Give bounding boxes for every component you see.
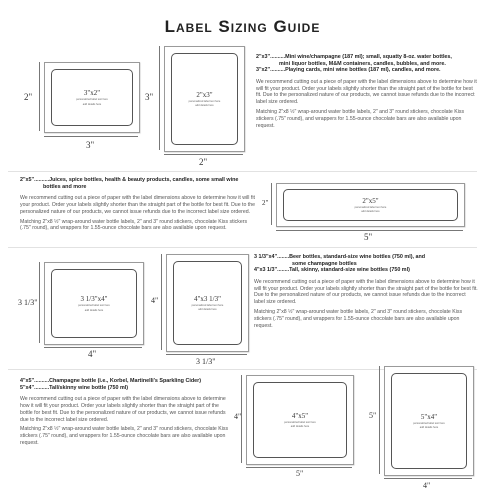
section-heading: 2"x3"..........Mini wine/champagne (187 ml); small, squatty 8-oz. water bottles, xyxy=(256,54,452,60)
matching-paragraph: Matching 2"x8 ½" wrap-around water bottle labels, 2" and 3" round stickers, chocolate Kiss stickers (.75" round), and wrappers for 1.55-ounce chocolate bars are also available upon request. xyxy=(256,108,465,129)
section-text xyxy=(20,177,255,235)
matching-paragraph: Matching 2"x8 ½" wrap-around water bottle labels, 2" and 3" round stickers, chocolate Kiss stickers (.75" round), and wrappers for 1.55-ounce chocolate bars are also available upon request. xyxy=(20,426,229,446)
section-heading-cont: some champagne bottles xyxy=(292,260,357,267)
label-tagline: personalized label text here xyxy=(191,303,224,307)
dimension-width: 3" xyxy=(86,140,95,150)
dimension-height: 3 1/3" xyxy=(18,298,38,307)
label-tagline: personalized label text here xyxy=(354,205,387,209)
label-card-2x5 xyxy=(276,183,465,227)
recommend-paragraph: We recommend cutting out a piece of paper with the label dimensions above to determine how it will fit your product. Order your labels slightly shorter than the straight part of the bottle for best fit. Due to the personalized nature of our products, we cannot issue refunds due to the incorrect label size ordered. xyxy=(254,278,478,306)
dimension-width: 3 1/3" xyxy=(196,357,216,366)
dimension-height: 4" xyxy=(234,412,242,421)
label-tagline-2: add details here xyxy=(195,104,214,107)
label-tagline-2: add details here xyxy=(84,308,104,312)
label-tagline: personalized label text here xyxy=(284,420,316,424)
section-text xyxy=(20,378,232,450)
dimension-line-height xyxy=(271,183,272,225)
dimension-width: 5" xyxy=(364,232,373,242)
dimension-height: 2" xyxy=(262,199,269,207)
dimension-height: 3" xyxy=(145,92,154,102)
label-size: 3"x2" xyxy=(83,89,101,98)
label-tagline-2: add details here xyxy=(361,210,380,213)
dimension-line-width xyxy=(276,230,463,231)
dimension-width: 2" xyxy=(199,157,208,167)
section-heading: 4"x5"..........Champagne bottle (i.e., Korbel, Martinelli's Sparkling Cider) xyxy=(20,378,202,384)
recommend-paragraph: We recommend cutting out a piece of paper with the label dimensions above to determine how it will fit your product. Order your labels slightly shorter than the straight part of the bottle for best fit. Due to the personalized nature of our products, we cannot issue refunds due to the incorrect label size ordered. xyxy=(20,396,226,423)
page-title: Label Sizing Guide xyxy=(164,17,321,36)
label-size: 4"x5" xyxy=(291,411,309,420)
dimension-line-width xyxy=(384,478,472,479)
label-tagline-2: add details here xyxy=(290,425,310,428)
label-card-4x3-1-3 xyxy=(166,254,249,352)
section-heading-2: 3"x2"..........Playing cards, mini wine bottles (187 ml), candles, and more. xyxy=(256,67,441,74)
label-tagline: personalized label text here xyxy=(188,99,221,103)
dimension-line-width xyxy=(44,347,142,348)
section-text xyxy=(254,254,478,332)
recommend-paragraph: We recommend cutting out a piece of paper with the label dimensions above to determine how it will fit your product. Order your labels slightly shorter than the straight part of the bottle for best fit. Due to the personalized nature of our products, we cannot issue refunds due to the incorrect label size ordered. xyxy=(20,195,256,215)
dimension-width: 5" xyxy=(296,469,304,478)
label-card-5x4 xyxy=(384,366,474,476)
label-card-2x3 xyxy=(164,46,245,152)
dimension-line-height xyxy=(39,262,40,343)
section-heading-cont: bottles and more xyxy=(43,183,87,190)
label-tagline-2: add details here xyxy=(419,426,439,429)
label-tagline: personalized label text here xyxy=(413,421,445,425)
dimension-height: 2" xyxy=(24,92,33,102)
dimension-line-height xyxy=(39,62,40,131)
section-divider xyxy=(8,171,477,172)
section-divider xyxy=(8,247,477,248)
dimension-line-height xyxy=(159,46,160,150)
label-tagline: personalized label text here xyxy=(76,98,108,102)
dimension-width: 4" xyxy=(423,481,431,490)
section-heading-2: 4"x3 1/3"........Tall, skinny, standard-size wine bottles (750 ml) xyxy=(254,267,410,274)
label-size: 5"x4" xyxy=(420,412,438,421)
dimension-line-width xyxy=(164,154,243,155)
dimension-line-height xyxy=(161,254,162,350)
section-heading: 2"x5"..........Juices, spice bottles, health & beauty products, candles, some small wine xyxy=(20,177,239,183)
label-tagline-2: add details here xyxy=(198,308,217,311)
section-text xyxy=(256,54,478,132)
recommend-paragraph: We recommend cutting out a piece of paper with the label dimensions above to determine how it will fit your product. Order your labels slightly shorter than the straight part of the bottle for best fit. Due to the personalized nature of our products, we cannot issue refunds due to the incorrect label size ordered. xyxy=(256,78,477,106)
label-size: 3 1/3"x4" xyxy=(80,295,108,304)
dimension-width: 4" xyxy=(88,349,97,359)
label-tagline-2: add details here xyxy=(82,102,102,106)
section-heading-cont: mini liquor bottles, M&M containers, candles, bubbles, and more. xyxy=(279,60,446,67)
label-tagline: personalized label text here xyxy=(78,304,110,308)
dimension-line-width xyxy=(166,354,247,355)
section-heading-2: 5"x4"..........Tall/skinny wine bottle (750 ml) xyxy=(20,384,129,391)
dimension-line-width xyxy=(246,467,352,468)
matching-paragraph: Matching 2"x8 ½" wrap-around water bottle labels, 2" and 3" round stickers, chocolate Kiss stickers (.75" round), and wrappers for 1.55-ounce chocolate bars are also available upon request. xyxy=(20,218,248,232)
dimension-height: 4" xyxy=(151,296,159,305)
label-size: 2"x3" xyxy=(196,90,213,99)
label-size: 2"x5" xyxy=(362,196,379,205)
label-card-3-1-3x4 xyxy=(44,262,144,345)
dimension-line-height xyxy=(379,366,380,474)
dimension-height: 5" xyxy=(369,411,377,420)
label-card-3x2 xyxy=(44,62,140,133)
label-card-4x5 xyxy=(246,375,354,465)
matching-paragraph: Matching 2"x8 ½" wrap-around water bottle labels, 2" and 3" round stickers, chocolate Kiss stickers (.75" round), and wrappers for 1.55-ounce chocolate bars are also available upon request. xyxy=(254,308,463,329)
label-size: 4"x3 1/3" xyxy=(194,294,221,303)
section-heading: 3 1/3"x4"........Beer bottles, standard-size wine bottles (750 ml), and xyxy=(254,254,426,260)
dimension-line-width xyxy=(44,136,138,137)
